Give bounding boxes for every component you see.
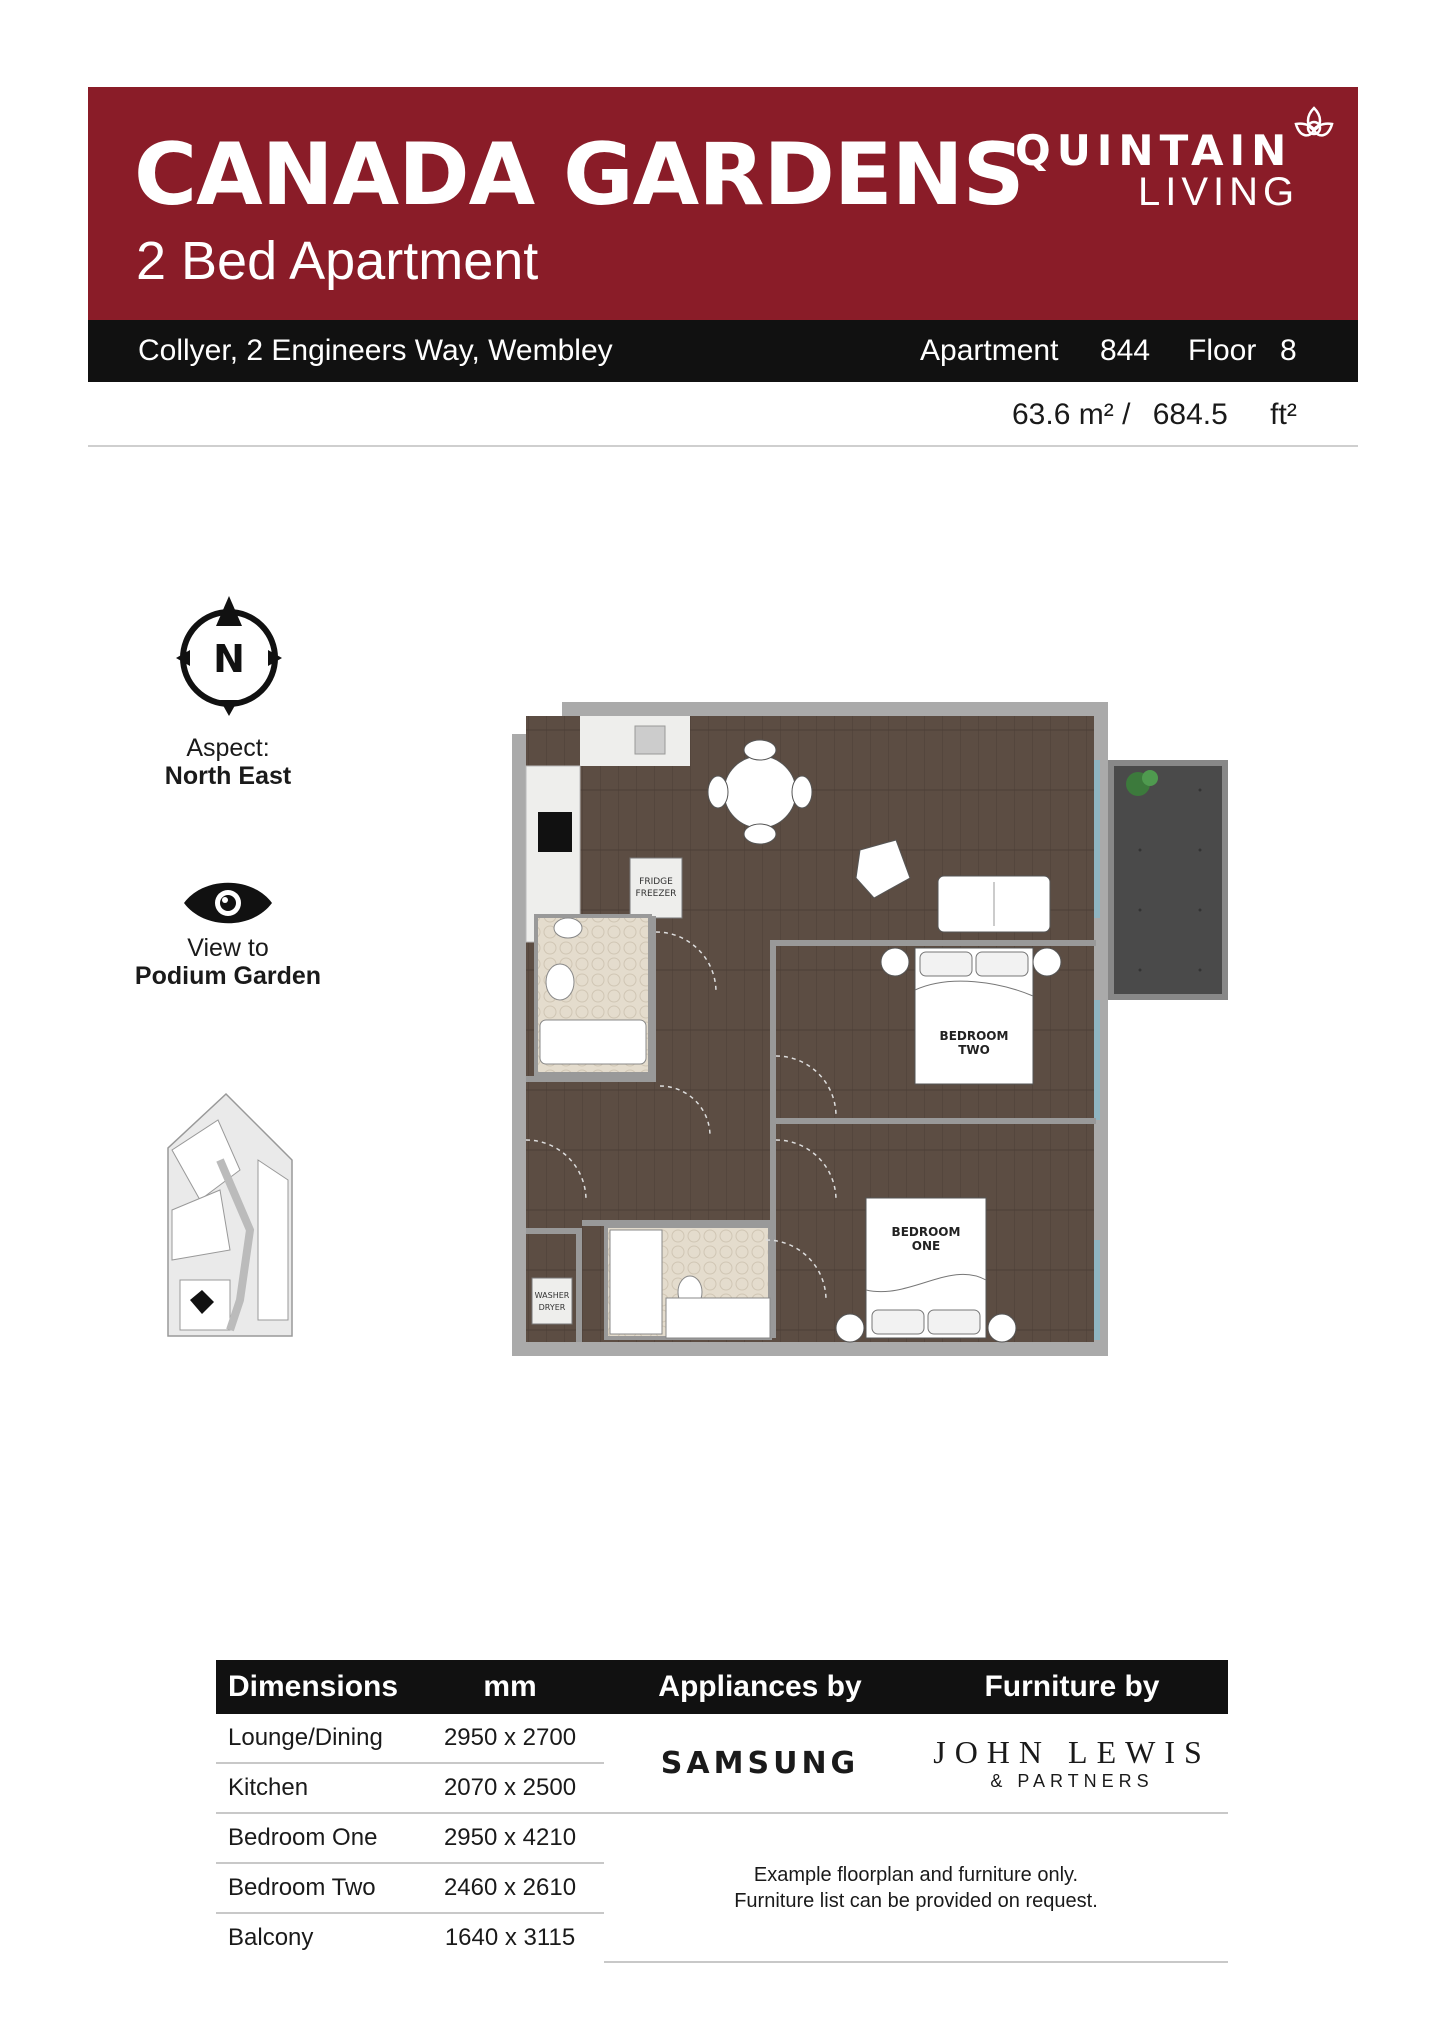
apartment-label: Apartment [920, 334, 1059, 367]
area-summary [1012, 398, 1297, 432]
table-row [216, 1813, 1228, 1863]
furniture-brand-name: JOHN LEWIS [933, 1734, 1211, 1770]
divider [88, 445, 1358, 447]
room-name: Bedroom One [216, 1813, 416, 1863]
room-dimensions: 2950 x 2700 [416, 1714, 604, 1763]
compass-letter: N [213, 637, 245, 681]
apartment-number: 844 [1100, 334, 1151, 367]
aspect-label: Aspect: [186, 734, 270, 762]
aspect-value: North East [164, 762, 292, 790]
address-text: Collyer, 2 Engineers Way, Wembley [138, 334, 613, 367]
view-value: Podium Garden [134, 962, 322, 990]
washer-label-1: WASHER [534, 1291, 570, 1300]
site-key-plan [160, 1090, 296, 1340]
eye-icon [182, 880, 274, 926]
room-name: Bedroom Two [216, 1863, 416, 1913]
floor-number: 8 [1280, 334, 1297, 367]
table-row [216, 1714, 1228, 1763]
header-mm: mm [416, 1660, 604, 1714]
furniture-brand-sub: & PARTNERS [990, 1771, 1154, 1791]
floor-label: Floor [1188, 334, 1257, 367]
brand-logo-subtext: LIVING [1138, 170, 1300, 214]
furniture-brand [916, 1714, 1228, 1813]
compass-icon [172, 592, 286, 716]
area-separator: / [1122, 398, 1131, 431]
fridge-label-1: FRIDGE [639, 877, 673, 887]
header-dimensions: Dimensions [216, 1660, 416, 1714]
room-dimensions: 2460 x 2610 [416, 1863, 604, 1913]
area-sqft: 684.5 [1152, 398, 1228, 431]
view-label: View to [187, 934, 269, 962]
room-dimensions: 2070 x 2500 [416, 1763, 604, 1813]
bedroom-one-label-1: BEDROOM [891, 1225, 961, 1239]
washer-label-2: DRYER [538, 1303, 566, 1312]
brand-logo-text: QUINTAIN [1015, 126, 1293, 175]
header-furniture: Furniture by [916, 1660, 1228, 1714]
fridge-label-2: FREEZER [635, 889, 677, 899]
area-sqm-unit: m² [1078, 398, 1114, 431]
page-title: CANADA GARDENS [134, 125, 1024, 225]
room-name: Balcony [228, 1924, 314, 1951]
bedroom-two-label-1: BEDROOM [939, 1029, 1009, 1043]
room-name: Kitchen [216, 1763, 416, 1813]
header-appliances: Appliances by [604, 1660, 916, 1714]
bedroom-one-label-2: ONE [911, 1239, 941, 1253]
bedroom-two-label-2: TWO [958, 1043, 990, 1057]
sofa [938, 876, 1050, 932]
table-header-row [216, 1660, 1228, 1714]
furniture-note [604, 1813, 1228, 1962]
note-line-2: Furniture list can be provided on request. [734, 1889, 1098, 1912]
appliances-brand: SAMSUNG [604, 1714, 916, 1813]
area-sqft-unit: ft² [1270, 398, 1297, 431]
room-dimensions: 1640 x 3115 [444, 1924, 576, 1951]
area-sqm: 63.6 [1012, 398, 1071, 431]
room-name: Lounge/Dining [216, 1714, 416, 1763]
dimensions-table [216, 1660, 1228, 1963]
page-subtitle: 2 Bed Apartment [136, 231, 539, 291]
note-line-1: Example floorplan and furniture only. [753, 1863, 1079, 1886]
room-dimensions: 2950 x 4210 [416, 1813, 604, 1863]
trefoil-icon [1292, 104, 1336, 148]
floor-plan [510, 700, 1228, 1356]
